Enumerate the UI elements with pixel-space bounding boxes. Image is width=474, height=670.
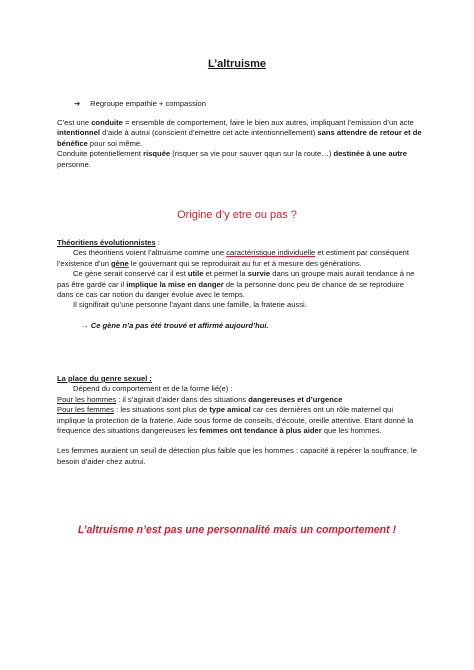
gender-women: Pour les femmes : les situations sont plus de type amical car ces dernières ont un rôle maternel qui implique la protection de la fraterie. Aide sous forme de conseils, d’écoute, oreille attentive. Etant donné la frequence des situations dangereuses les femmes ont tendance à plus aider que les hommes.: [57, 405, 414, 436]
section-heading-origin: Origine d’y etre ou pas ?: [177, 209, 297, 221]
gender-heading: La place du genre sexuel :: [57, 374, 152, 383]
gender-section: [57, 374, 422, 467]
key-point-text: Regroupe empathie + compassion: [90, 99, 207, 108]
arrow-right-icon: ➔: [74, 99, 81, 108]
risk-paragraph: Conduite potentiellement risquée (risquer sa vie pour sauver qqun sur la route…) destinée à une autre personne.: [57, 149, 407, 169]
theorists-paragraph-3: Il signifirait qu’une personne l’ayant dans une famille, la fraterie aussi.: [73, 300, 307, 310]
theorists-heading: Théoritiens évolutionnistes :: [57, 238, 160, 247]
page-title: L’altruisme: [207, 58, 267, 70]
gender-paragraph-2: Les femmes auraient un seuil de détection plus faible que les hommes : capacité à repérer la souffrance, le besoin d’aider chez autrui.: [57, 446, 417, 466]
gender-men: Pour les hommes : il s’agirait d’aider dans des situations dangereuses et d’urgence: [57, 394, 343, 404]
theorists-section: [57, 238, 422, 331]
gender-paragraph-1: Dépend du comportement et de la forme lié(e) :: [73, 384, 233, 394]
definition-block: [57, 118, 422, 170]
definition-paragraph: C’est une conduite = ensemble de comportement, faire le bien aux autres, impliquant l’emission d’un acte intentionnel d’aide à autrui (conscient d’emettre cet acte intentionnellement) sans attendre de retour et de bénéfice pour soi même.: [57, 118, 422, 148]
theorists-conclusion: → Ce gène n’a pas été trouvé et affirmé aujourd’hui.: [81, 320, 269, 330]
theorists-paragraph-1: Ces théoritiens voient l’altruisme comme une caractéristique individuelle et estiment par conséquent l’existence d’un gène le gouvernant qui se reproduirait au fur et à mesure des générations.: [57, 248, 410, 268]
final-statement: L’altruisme n’est pas une personnalité mais un comportement !: [77, 524, 397, 536]
theorists-paragraph-2: Ce gène serait conservé car il est utile et permet la survie dans un groupe mais aurait tendance à ne pas être gardé car il implique la mise en danger de la personne donc peu de chance de se reproduire dans ce cas car notion du danger évolue avec le temps.: [57, 269, 415, 300]
key-point: [74, 99, 206, 109]
